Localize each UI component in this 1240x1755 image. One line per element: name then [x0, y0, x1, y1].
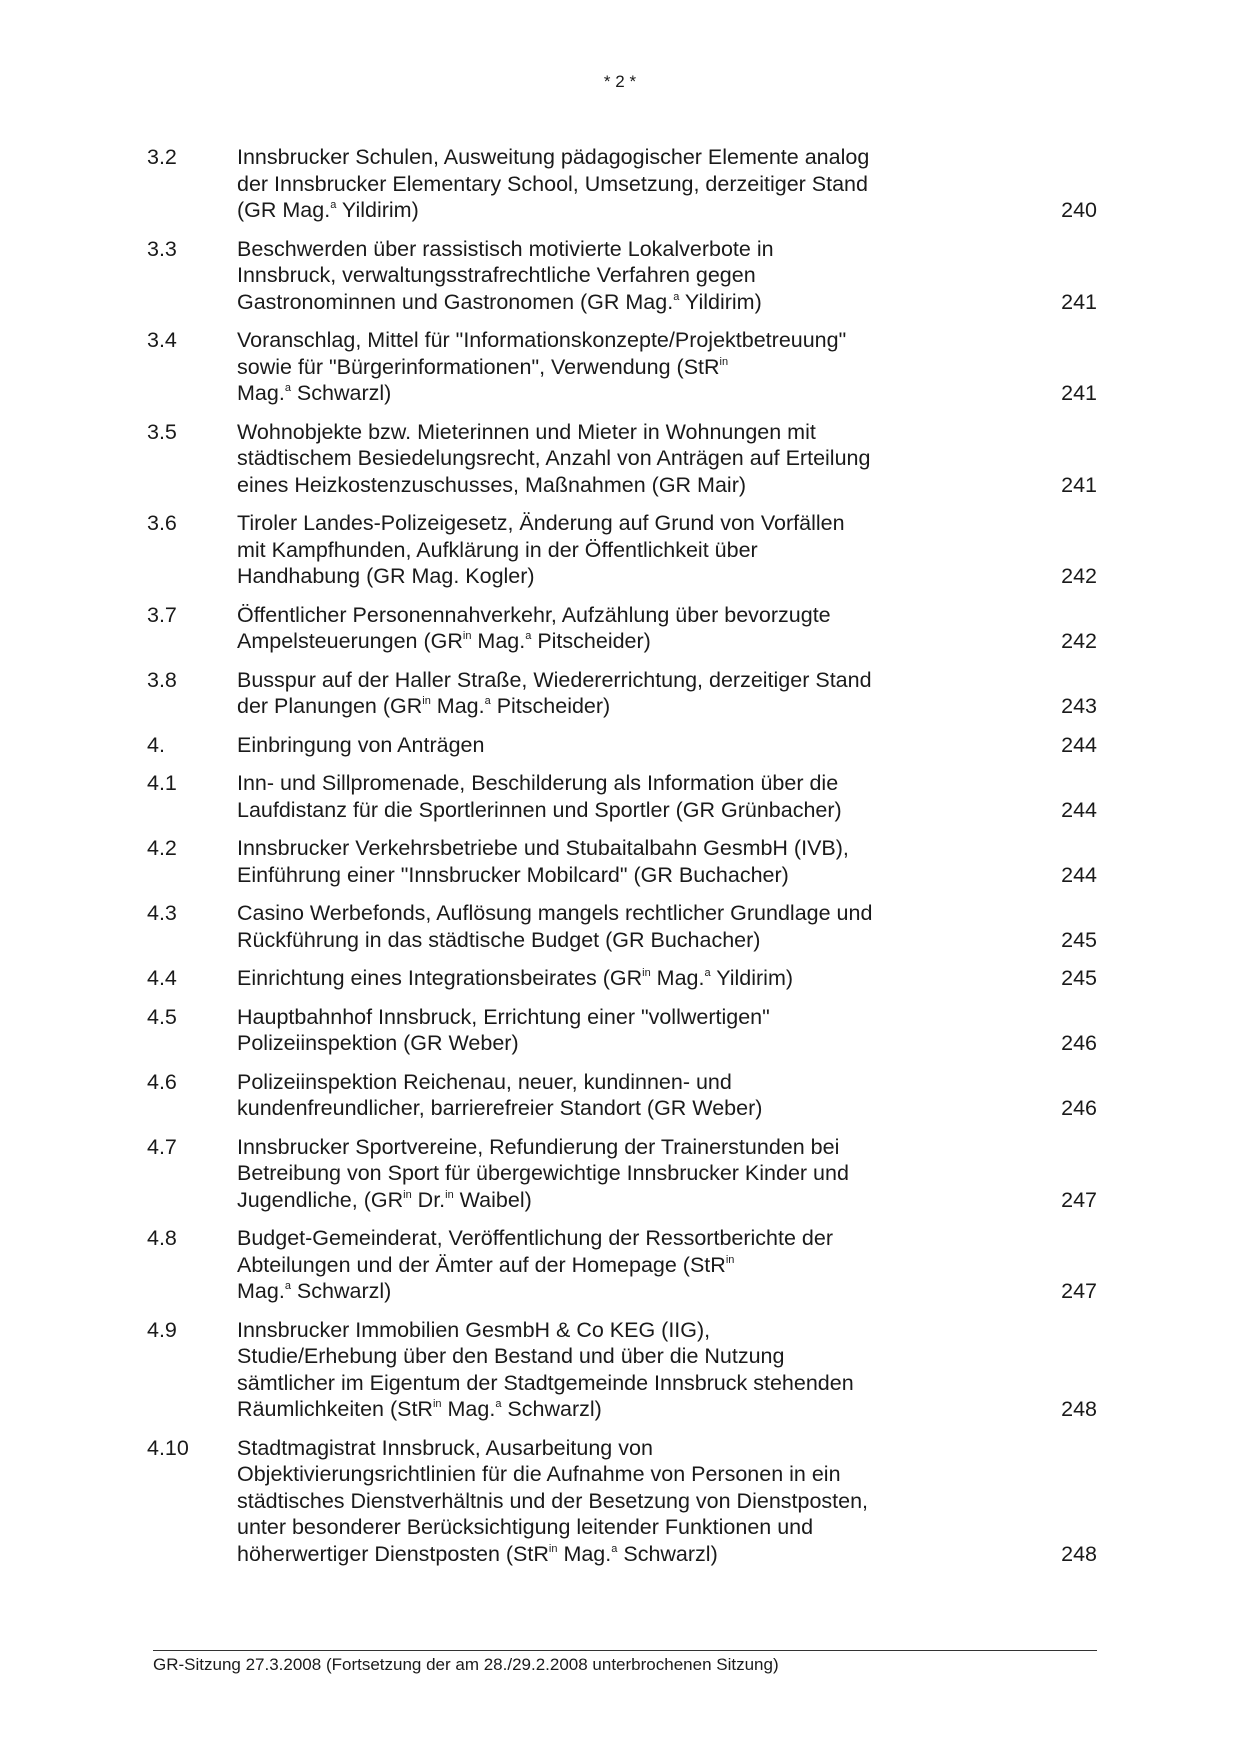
toc-entry	[147, 770, 1097, 823]
toc-entry-page: 244	[1061, 797, 1097, 822]
toc-entry	[147, 510, 1097, 590]
toc-entry	[147, 1317, 1097, 1423]
toc-entry-title-line: Stadtmagistrat Innsbruck, Ausarbeitung von	[237, 1435, 653, 1460]
toc-entry-title	[237, 327, 977, 407]
toc-entry-title-line: höherwertiger Dienstposten (StR$^{in}$ Mag.$^a$ Schwarzl)	[237, 1541, 718, 1566]
toc-entry-page: 247	[1061, 1187, 1097, 1212]
toc-entry-number: 4.6	[147, 1069, 177, 1094]
toc-entry-title-line: Laufdistanz für die Sportlerinnen und Sportler (GR Grünbacher)	[237, 797, 842, 822]
toc-entry	[147, 144, 1097, 224]
toc-entry-page: 241	[1061, 289, 1097, 314]
toc-entry-title-line: Polizeiinspektion Reichenau, neuer, kundinnen- und	[237, 1069, 732, 1094]
toc-entry-title-line: Wohnobjekte bzw. Mieterinnen und Mieter in Wohnungen mit	[237, 419, 816, 444]
toc-entry-number: 4.	[147, 732, 165, 757]
toc-entry-title-line: (GR Mag.$^a$ Yildirim)	[237, 198, 419, 222]
toc-entry-number: 4.9	[147, 1317, 177, 1342]
toc-entry-title	[237, 236, 977, 316]
toc-entry-title	[237, 667, 977, 720]
table-of-contents	[147, 144, 1097, 1579]
toc-entry-title-line: Studie/Erhebung über den Bestand und über die Nutzung	[237, 1344, 785, 1368]
toc-entry-title-line: Mag.$^a$ Schwarzl)	[237, 1279, 392, 1303]
toc-entry-title-line: Rückführung in das städtische Budget (GR Buchacher)	[237, 927, 761, 952]
toc-entry-page: 244	[1061, 862, 1097, 887]
toc-entry-title-line: Ampelsteuerungen ($GR^{in}$ Mag.$^a$ Pitscheider)	[237, 629, 651, 653]
toc-entry-page: 240	[1061, 198, 1097, 222]
toc-entry-title-line: Einrichtung eines Integrationsbeirates ($GR^{in}$ Mag.$^a$ Yildirim)	[237, 966, 794, 990]
toc-entry-title-line: Jugendliche, ($GR^{in}$ Dr.$^{in}$ Waibel)	[237, 1187, 532, 1212]
toc-entry-page: 248	[1061, 1397, 1097, 1421]
toc-entry-page: 243	[1061, 694, 1097, 718]
toc-entry-title-line: Busspur auf der Haller Straße, Wiedererrichtung, derzeitiger Stand	[237, 667, 872, 692]
toc-entry-page: 241	[1061, 472, 1097, 497]
toc-entry-page: 242	[1061, 629, 1097, 653]
toc-entry-title-line: Beschwerden über rassistisch motivierte Lokalverbote in	[237, 236, 774, 261]
toc-entry-title-line: eines Heizkostenzuschusses, Maßnahmen (GR Mair)	[237, 472, 747, 497]
toc-entry-title	[237, 1134, 977, 1214]
toc-entry-title-line: kundenfreundlicher, barrierefreier Standort (GR Weber)	[237, 1096, 763, 1120]
toc-entry-number: 3.4	[147, 328, 177, 352]
toc-entry	[147, 1134, 1097, 1214]
toc-entry-page: 246	[1061, 1096, 1097, 1120]
toc-entry-title-line: der Planungen ($GR^{in}$ Mag.$^a$ Pitscheider)	[237, 694, 611, 718]
toc-entry-title-line: Gastronominnen und Gastronomen (GR Mag.$^a$ Yildirim)	[237, 289, 762, 314]
toc-entry-title-line: Polizeiinspektion (GR Weber)	[237, 1031, 519, 1055]
toc-entry-title-line: Objektivierungsrichtlinien für die Aufnahme von Personen in ein	[237, 1462, 841, 1486]
toc-entry	[147, 732, 1097, 759]
toc-entry-page: 246	[1061, 1031, 1097, 1055]
toc-entry-title	[237, 732, 977, 759]
toc-entry-title-line: Innsbrucker Sportvereine, Refundierung der Trainerstunden bei	[237, 1134, 840, 1159]
toc-entry	[147, 1225, 1097, 1305]
toc-entry-page: 245	[1061, 966, 1097, 990]
toc-entry-title-line: der Innsbrucker Elementary School, Umsetzung, derzeitiger Stand	[237, 171, 868, 196]
toc-entry-title-line: mit Kampfhunden, Aufklärung in der Öffentlichkeit über	[237, 537, 758, 562]
toc-entry-title-line: Voranschlag, Mittel für "Informationskonzepte/Projektbetreuung"	[237, 328, 847, 352]
toc-entry-page: 248	[1061, 1541, 1097, 1566]
toc-entry	[147, 602, 1097, 655]
toc-entry-number: 3.7	[147, 602, 177, 627]
toc-entry-number: 4.8	[147, 1226, 177, 1250]
page-number: * 2 *	[603, 72, 637, 91]
toc-entry-title	[237, 1069, 977, 1122]
footer-text: GR-Sitzung 27.3.2008 (Fortsetzung der am 28./29.2.2008 unterbrochenen Sitzung)	[153, 1655, 779, 1674]
toc-entry	[147, 236, 1097, 316]
toc-entry	[147, 835, 1097, 888]
toc-entry-title-line: Abteilungen und der Ämter auf der Homepage (StR$^{in}$	[237, 1252, 735, 1277]
toc-entry-title-line: städtisches Dienstverhältnis und der Besetzung von Dienstposten,	[237, 1488, 869, 1513]
toc-entry-title-line: Mag.$^a$ Schwarzl)	[237, 381, 392, 405]
toc-entry-title	[237, 900, 977, 953]
toc-entry-number: 3.8	[147, 667, 177, 692]
toc-entry-title	[237, 965, 977, 992]
toc-entry-title	[237, 144, 977, 224]
toc-entry-number: 4.4	[147, 966, 177, 990]
toc-entry-number: 4.7	[147, 1134, 177, 1159]
toc-entry-title	[237, 419, 977, 499]
toc-entry-title-line: städtischem Besiedelungsrecht, Anzahl von Anträgen auf Erteilung	[237, 446, 871, 470]
toc-entry-title-line: unter besonderer Berücksichtigung leitender Funktionen und	[237, 1515, 814, 1539]
toc-entry-number: 4.10	[147, 1435, 189, 1460]
toc-entry	[147, 1435, 1097, 1568]
toc-entry-number: 4.5	[147, 1004, 177, 1029]
toc-entry-title-line: Einführung einer "Innsbrucker Mobilcard" (GR Buchacher)	[237, 862, 789, 887]
toc-entry-title-line: Innsbrucker Immobilien GesmbH & Co KEG (IIG),	[237, 1317, 711, 1342]
toc-entry-title-line: Casino Werbefonds, Auflösung mangels rechtlicher Grundlage und	[237, 901, 873, 925]
toc-entry-title-line: sowie für "Bürgerinformationen", Verwendung (StR$^{in}$	[237, 354, 729, 379]
toc-entry-title-line: Hauptbahnhof Innsbruck, Errichtung einer "vollwertigen"	[237, 1004, 770, 1029]
toc-entry-title	[237, 1225, 977, 1305]
toc-entry	[147, 419, 1097, 499]
toc-entry-page: 244	[1061, 732, 1097, 757]
toc-entry-title-line: Innsbruck, verwaltungsstrafrechtliche Verfahren gegen	[237, 263, 756, 287]
toc-entry-number: 4.1	[147, 771, 177, 795]
toc-entry	[147, 1004, 1097, 1057]
toc-entry	[147, 667, 1097, 720]
toc-entry-title-line: Öffentlicher Personennahverkehr, Aufzählung über bevorzugte	[237, 602, 831, 627]
toc-entry-title-line: Innsbrucker Schulen, Ausweitung pädagogischer Elemente analog	[237, 145, 870, 169]
toc-entry-number: 3.2	[147, 145, 177, 169]
toc-entry-title-line: Handhabung (GR Mag. Kogler)	[237, 564, 535, 588]
toc-entry-number: 3.3	[147, 236, 177, 261]
toc-entry-title	[237, 510, 977, 590]
toc-entry-title	[237, 602, 977, 655]
toc-entry-page: 241	[1061, 381, 1097, 405]
toc-entry-title-line: Einbringung von Anträgen	[237, 732, 485, 757]
toc-entry-title-line: Budget-Gemeinderat, Veröffentlichung der Ressortberichte der	[237, 1226, 833, 1250]
toc-entry-number: 3.6	[147, 511, 177, 535]
footer-divider	[153, 1650, 1097, 1651]
toc-entry-title	[237, 1317, 977, 1423]
toc-entry-title-line: Betreibung von Sport für übergewichtige Innsbrucker Kinder und	[237, 1161, 849, 1185]
toc-entry-page: 245	[1061, 927, 1097, 952]
toc-entry-number: 4.2	[147, 836, 177, 860]
toc-entry-title	[237, 835, 977, 888]
toc-entry-title	[237, 1435, 977, 1568]
toc-entry-title-line: Inn- und Sillpromenade, Beschilderung als Information über die	[237, 771, 839, 795]
toc-entry-title-line: sämtlicher im Eigentum der Stadtgemeinde Innsbruck stehenden	[237, 1370, 854, 1395]
toc-entry-page: 247	[1061, 1279, 1097, 1303]
toc-entry-number: 3.5	[147, 419, 177, 444]
toc-entry	[147, 327, 1097, 407]
toc-entry	[147, 900, 1097, 953]
toc-entry	[147, 1069, 1097, 1122]
toc-entry-title	[237, 770, 977, 823]
toc-entry-title-line: Innsbrucker Verkehrsbetriebe und Stubaitalbahn GesmbH (IVB),	[237, 836, 849, 860]
toc-entry-title	[237, 1004, 977, 1057]
toc-entry-page: 242	[1061, 564, 1097, 588]
toc-entry-title-line: Räumlichkeiten (StR$^{in}$ Mag.$^a$ Schwarzl)	[237, 1397, 602, 1421]
toc-entry	[147, 965, 1097, 992]
toc-entry-title-line: Tiroler Landes-Polizeigesetz, Änderung auf Grund von Vorfällen	[237, 511, 845, 535]
toc-entry-number: 4.3	[147, 901, 177, 925]
